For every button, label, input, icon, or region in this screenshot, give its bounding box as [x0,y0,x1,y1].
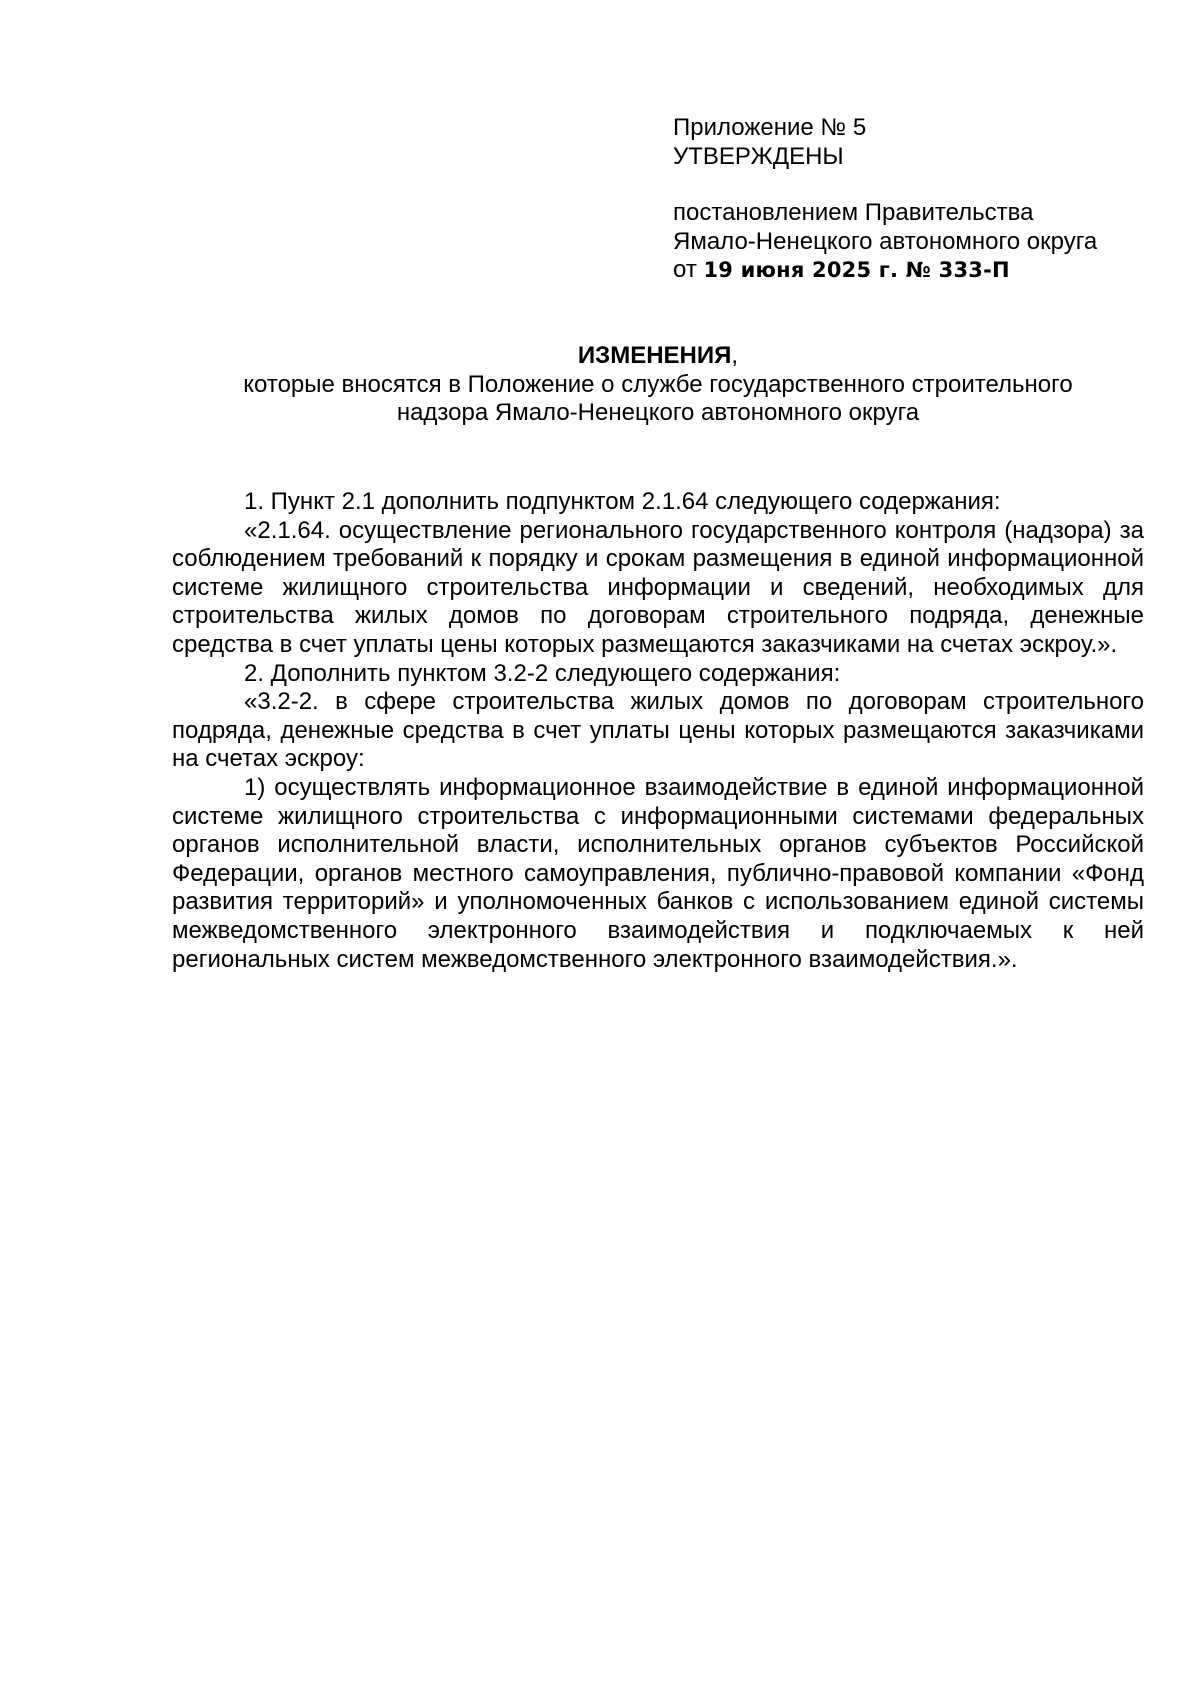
document-body [172,488,1144,974]
paragraph-4: «3.2-2. в сфере строительства жилых домов по договорам строительного подряда, денежные средства в счет уплаты цены которых размещаются заказчиками на счетах эскроу: [172,688,1144,773]
resolution-line-1: постановлением Правительства [673,199,1034,227]
subtitle-line-2: надзора Ямало-Ненецкого автономного округа [396,399,920,427]
paragraph-2: «2.1.64. осуществление регионального государственного контроля (надзора) за соблюдением требований к порядку и срокам размещения в единой информационной системе жилищного строительства информации и сведений, необходимых для строительства жилых домов по договорам строительного подряда, денежные средства в счет уплаты цены которых размещаются заказчиками на счетах эскроу.». [172,516,1144,658]
title-suffix: , [731,342,739,369]
paragraph-1: 1. Пункт 2.1 дополнить подпунктом 2.1.64 следующего содержания: [244,488,1001,515]
approval-spacer [673,171,1173,199]
resolution-date-line [673,256,1173,285]
title-line [172,342,1144,371]
date-prefix: от [673,256,697,284]
resolution-line-2: Ямало-Ненецкого автономного округа [673,227,1098,255]
subtitle-line-1: которые вносятся в Положение о службе государственного строительного [243,370,1073,398]
approved-label: УТВЕРЖДЕНЫ [673,142,844,170]
document-heading [172,342,1144,428]
appendix-number: Приложение № 5 [673,114,867,141]
resolution-date-number: 19 июня 2025 г. № 333-П [703,258,1010,283]
document-title: ИЗМЕНЕНИЯ [577,342,732,369]
approval-block [673,114,1173,285]
paragraph-5: 1) осуществлять информационное взаимодействие в единой информационной системе жилищного строительства с информационными системами федеральных органов исполнительной власти, исполнительных органов субъектов Российской Федерации, органов местного самоуправления, публично-правовой компании «Фонд развития территорий» и уполномоченных банков с использованием единой системы межведомственного электронного взаимодействия и подключаемых к ней региональных систем межведомственного электронного взаимодействия.». [172,773,1144,973]
paragraph-3: 2. Дополнить пунктом 3.2-2 следующего содержания: [244,659,841,687]
